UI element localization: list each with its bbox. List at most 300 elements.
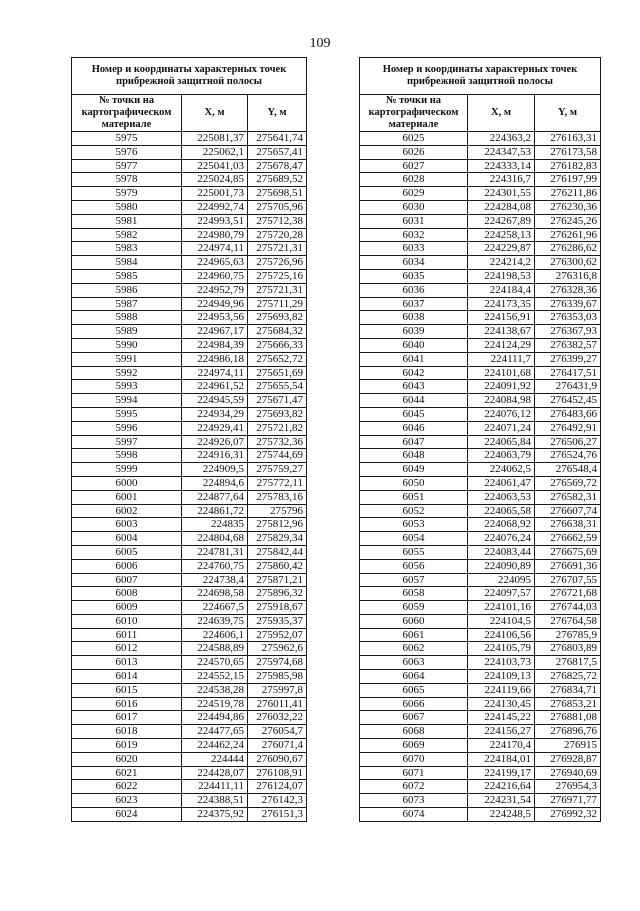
page-number: 109 bbox=[309, 36, 331, 51]
x-coordinate-cell: 224960,75 bbox=[182, 269, 248, 283]
x-coordinate-cell: 224538,28 bbox=[182, 683, 248, 697]
y-coordinate-cell: 276569,72 bbox=[535, 476, 601, 490]
x-coordinate-cell: 224835 bbox=[182, 518, 248, 532]
x-coordinate-cell: 224091,92 bbox=[468, 380, 535, 394]
point-number-cell: 5979 bbox=[72, 187, 182, 201]
y-coordinate-cell: 275651,69 bbox=[248, 366, 307, 380]
y-coordinate-cell: 275711,29 bbox=[248, 297, 307, 311]
y-coordinate-cell: 276108,91 bbox=[248, 766, 307, 780]
x-coordinate-cell: 224138,67 bbox=[468, 325, 535, 339]
x-coordinate-cell: 224097,57 bbox=[468, 587, 535, 601]
y-coordinate-cell: 276825,72 bbox=[535, 670, 601, 684]
point-number-cell: 6030 bbox=[360, 200, 468, 214]
y-coordinate-cell: 276197,99 bbox=[535, 173, 601, 187]
y-coordinate-cell: 276492,91 bbox=[535, 421, 601, 435]
point-number-cell: 6043 bbox=[360, 380, 468, 394]
point-number-cell: 6016 bbox=[72, 697, 182, 711]
table-row bbox=[72, 200, 307, 214]
x-coordinate-cell: 224916,31 bbox=[182, 449, 248, 463]
y-coordinate-cell: 276707,55 bbox=[535, 573, 601, 587]
x-coordinate-cell: 224231,54 bbox=[468, 794, 535, 808]
y-coordinate-cell: 275693,82 bbox=[248, 407, 307, 421]
table-row bbox=[72, 159, 307, 173]
y-coordinate-cell: 275721,31 bbox=[248, 283, 307, 297]
point-number-cell: 6048 bbox=[360, 449, 468, 463]
table-row bbox=[72, 283, 307, 297]
point-number-cell: 6007 bbox=[72, 573, 182, 587]
point-number-cell: 6029 bbox=[360, 187, 468, 201]
y-coordinate-cell: 275712,38 bbox=[248, 214, 307, 228]
table-row bbox=[72, 614, 307, 628]
x-coordinate-cell: 224076,24 bbox=[468, 532, 535, 546]
table-row bbox=[360, 159, 601, 173]
x-coordinate-cell: 224105,79 bbox=[468, 642, 535, 656]
x-coordinate-cell: 224953,56 bbox=[182, 311, 248, 325]
x-coordinate-cell: 224804,68 bbox=[182, 532, 248, 546]
table-row bbox=[360, 642, 601, 656]
table-row bbox=[360, 739, 601, 753]
x-coordinate-cell: 224877,64 bbox=[182, 490, 248, 504]
x-coordinate-cell: 224949,96 bbox=[182, 297, 248, 311]
point-number-cell: 6010 bbox=[72, 614, 182, 628]
point-number-cell: 6044 bbox=[360, 394, 468, 408]
x-coordinate-cell: 224993,51 bbox=[182, 214, 248, 228]
x-coordinate-cell: 224076,12 bbox=[468, 407, 535, 421]
point-number-cell: 6034 bbox=[360, 256, 468, 270]
x-coordinate-cell: 224428,07 bbox=[182, 766, 248, 780]
x-coordinate-cell: 224462,24 bbox=[182, 739, 248, 753]
y-coordinate-cell: 275997,8 bbox=[248, 683, 307, 697]
x-coordinate-cell: 224388,51 bbox=[182, 794, 248, 808]
x-coordinate-cell: 224267,89 bbox=[468, 214, 535, 228]
point-number-cell: 6017 bbox=[72, 711, 182, 725]
y-coordinate-cell: 275829,34 bbox=[248, 532, 307, 546]
point-number-cell: 6018 bbox=[72, 725, 182, 739]
column-header-x: X, м bbox=[182, 95, 248, 132]
table-row bbox=[72, 242, 307, 256]
table-row bbox=[360, 670, 601, 684]
point-number-cell: 6069 bbox=[360, 739, 468, 753]
table-row bbox=[360, 283, 601, 297]
point-number-cell: 5997 bbox=[72, 435, 182, 449]
column-header-point-number: № точки на картографическом материале bbox=[360, 95, 468, 132]
y-coordinate-cell: 276881,08 bbox=[535, 711, 601, 725]
point-number-cell: 5975 bbox=[72, 132, 182, 146]
y-coordinate-cell: 276163,31 bbox=[535, 132, 601, 146]
point-number-cell: 6037 bbox=[360, 297, 468, 311]
x-coordinate-cell: 224103,73 bbox=[468, 656, 535, 670]
point-number-cell: 6002 bbox=[72, 504, 182, 518]
point-number-cell: 5990 bbox=[72, 338, 182, 352]
table-row bbox=[72, 145, 307, 159]
y-coordinate-cell: 276691,36 bbox=[535, 559, 601, 573]
table-row bbox=[360, 242, 601, 256]
table-row bbox=[72, 601, 307, 615]
x-coordinate-cell: 224258,13 bbox=[468, 228, 535, 242]
point-number-cell: 6020 bbox=[72, 752, 182, 766]
table-row bbox=[72, 269, 307, 283]
x-coordinate-cell: 224065,84 bbox=[468, 435, 535, 449]
x-coordinate-cell: 224861,72 bbox=[182, 504, 248, 518]
y-coordinate-cell: 275721,82 bbox=[248, 421, 307, 435]
x-coordinate-cell: 224986,18 bbox=[182, 352, 248, 366]
table-row bbox=[360, 476, 601, 490]
table-row bbox=[360, 311, 601, 325]
y-coordinate-cell: 276817,5 bbox=[535, 656, 601, 670]
x-coordinate-cell: 224109,13 bbox=[468, 670, 535, 684]
table-row bbox=[72, 256, 307, 270]
y-coordinate-cell: 276328,36 bbox=[535, 283, 601, 297]
table-row bbox=[360, 504, 601, 518]
y-coordinate-cell: 276011,41 bbox=[248, 697, 307, 711]
y-coordinate-cell: 275974,68 bbox=[248, 656, 307, 670]
y-coordinate-cell: 275860,42 bbox=[248, 559, 307, 573]
y-coordinate-cell: 276785,9 bbox=[535, 628, 601, 642]
table-row bbox=[72, 711, 307, 725]
x-coordinate-cell: 224333,14 bbox=[468, 159, 535, 173]
y-coordinate-cell: 276721,68 bbox=[535, 587, 601, 601]
table-row bbox=[360, 808, 601, 822]
point-number-cell: 6050 bbox=[360, 476, 468, 490]
table-row bbox=[72, 794, 307, 808]
y-coordinate-cell: 275652,72 bbox=[248, 352, 307, 366]
x-coordinate-cell: 224961,52 bbox=[182, 380, 248, 394]
table-row bbox=[360, 366, 601, 380]
y-coordinate-cell: 275655,54 bbox=[248, 380, 307, 394]
x-coordinate-cell: 224101,16 bbox=[468, 601, 535, 615]
x-coordinate-cell: 224411,11 bbox=[182, 780, 248, 794]
point-number-cell: 6021 bbox=[72, 766, 182, 780]
y-coordinate-cell: 275783,16 bbox=[248, 490, 307, 504]
x-coordinate-cell: 224198,53 bbox=[468, 269, 535, 283]
table-row bbox=[360, 352, 601, 366]
point-number-cell: 6054 bbox=[360, 532, 468, 546]
x-coordinate-cell: 224104,5 bbox=[468, 614, 535, 628]
x-coordinate-cell: 224063,79 bbox=[468, 449, 535, 463]
point-number-cell: 5981 bbox=[72, 214, 182, 228]
x-coordinate-cell: 224952,79 bbox=[182, 283, 248, 297]
table-row bbox=[360, 394, 601, 408]
point-number-cell: 6055 bbox=[360, 545, 468, 559]
x-coordinate-cell: 224894,6 bbox=[182, 476, 248, 490]
point-number-cell: 6005 bbox=[72, 545, 182, 559]
y-coordinate-cell: 276607,74 bbox=[535, 504, 601, 518]
x-coordinate-cell: 224062,5 bbox=[468, 463, 535, 477]
table-row bbox=[360, 780, 601, 794]
y-coordinate-cell: 275666,33 bbox=[248, 338, 307, 352]
y-coordinate-cell: 276367,93 bbox=[535, 325, 601, 339]
table-row bbox=[360, 559, 601, 573]
y-coordinate-cell: 276971,77 bbox=[535, 794, 601, 808]
table-row bbox=[72, 228, 307, 242]
table-title: Номер и координаты характерных точек прибрежной защитной полосы bbox=[72, 58, 307, 95]
point-number-cell: 6073 bbox=[360, 794, 468, 808]
table-row bbox=[360, 518, 601, 532]
point-number-cell: 6028 bbox=[360, 173, 468, 187]
y-coordinate-cell: 275935,37 bbox=[248, 614, 307, 628]
y-coordinate-cell: 275693,82 bbox=[248, 311, 307, 325]
y-coordinate-cell: 276339,67 bbox=[535, 297, 601, 311]
x-coordinate-cell: 224071,24 bbox=[468, 421, 535, 435]
point-number-cell: 6026 bbox=[360, 145, 468, 159]
table-row bbox=[360, 656, 601, 670]
x-coordinate-cell: 225081,37 bbox=[182, 132, 248, 146]
point-number-cell: 6001 bbox=[72, 490, 182, 504]
y-coordinate-cell: 275896,32 bbox=[248, 587, 307, 601]
table-row bbox=[360, 587, 601, 601]
point-number-cell: 6056 bbox=[360, 559, 468, 573]
y-coordinate-cell: 276803,89 bbox=[535, 642, 601, 656]
table-row bbox=[360, 435, 601, 449]
coordinates-table-right bbox=[359, 57, 601, 822]
table-row bbox=[360, 711, 601, 725]
point-number-cell: 6066 bbox=[360, 697, 468, 711]
table-row bbox=[72, 587, 307, 601]
y-coordinate-cell: 276316,8 bbox=[535, 269, 601, 283]
point-number-cell: 6071 bbox=[360, 766, 468, 780]
y-coordinate-cell: 276230,36 bbox=[535, 200, 601, 214]
point-number-cell: 6032 bbox=[360, 228, 468, 242]
y-coordinate-cell: 275721,31 bbox=[248, 242, 307, 256]
x-coordinate-cell: 224974,11 bbox=[182, 366, 248, 380]
table-row bbox=[72, 187, 307, 201]
x-coordinate-cell: 225024,85 bbox=[182, 173, 248, 187]
y-coordinate-cell: 275671,47 bbox=[248, 394, 307, 408]
point-number-cell: 6065 bbox=[360, 683, 468, 697]
x-coordinate-cell: 224519,78 bbox=[182, 697, 248, 711]
table-row bbox=[72, 352, 307, 366]
table-row bbox=[360, 628, 601, 642]
x-coordinate-cell: 224145,22 bbox=[468, 711, 535, 725]
point-number-cell: 6008 bbox=[72, 587, 182, 601]
point-number-cell: 5994 bbox=[72, 394, 182, 408]
x-coordinate-cell: 225001,73 bbox=[182, 187, 248, 201]
point-number-cell: 6040 bbox=[360, 338, 468, 352]
point-number-cell: 6059 bbox=[360, 601, 468, 615]
y-coordinate-cell: 276382,57 bbox=[535, 338, 601, 352]
y-coordinate-cell: 275796 bbox=[248, 504, 307, 518]
table-row bbox=[72, 683, 307, 697]
x-coordinate-cell: 224698,58 bbox=[182, 587, 248, 601]
x-coordinate-cell: 224106,56 bbox=[468, 628, 535, 642]
x-coordinate-cell: 224984,39 bbox=[182, 338, 248, 352]
x-coordinate-cell: 224090,89 bbox=[468, 559, 535, 573]
point-number-cell: 6009 bbox=[72, 601, 182, 615]
point-number-cell: 6072 bbox=[360, 780, 468, 794]
point-number-cell: 6049 bbox=[360, 463, 468, 477]
table-row bbox=[72, 173, 307, 187]
point-number-cell: 6041 bbox=[360, 352, 468, 366]
y-coordinate-cell: 276286,62 bbox=[535, 242, 601, 256]
x-coordinate-cell: 224184,01 bbox=[468, 752, 535, 766]
y-coordinate-cell: 276853,21 bbox=[535, 697, 601, 711]
point-number-cell: 5980 bbox=[72, 200, 182, 214]
table-row bbox=[360, 725, 601, 739]
x-coordinate-cell: 224444 bbox=[182, 752, 248, 766]
table-row bbox=[72, 476, 307, 490]
y-coordinate-cell: 276300,62 bbox=[535, 256, 601, 270]
point-number-cell: 5995 bbox=[72, 407, 182, 421]
point-number-cell: 6051 bbox=[360, 490, 468, 504]
y-coordinate-cell: 276744,03 bbox=[535, 601, 601, 615]
y-coordinate-cell: 275732,36 bbox=[248, 435, 307, 449]
x-coordinate-cell: 224494,86 bbox=[182, 711, 248, 725]
y-coordinate-cell: 276032,22 bbox=[248, 711, 307, 725]
table-title: Номер и координаты характерных точек прибрежной защитной полосы bbox=[360, 58, 601, 95]
table-row bbox=[72, 573, 307, 587]
point-number-cell: 6035 bbox=[360, 269, 468, 283]
table-row bbox=[360, 421, 601, 435]
x-coordinate-cell: 224965,63 bbox=[182, 256, 248, 270]
point-number-cell: 5977 bbox=[72, 159, 182, 173]
table-row bbox=[72, 628, 307, 642]
point-number-cell: 6058 bbox=[360, 587, 468, 601]
x-coordinate-cell: 224375,92 bbox=[182, 808, 248, 822]
x-coordinate-cell: 224606,1 bbox=[182, 628, 248, 642]
x-coordinate-cell: 224967,17 bbox=[182, 325, 248, 339]
table-row bbox=[360, 601, 601, 615]
x-coordinate-cell: 225041,03 bbox=[182, 159, 248, 173]
x-coordinate-cell: 224124,29 bbox=[468, 338, 535, 352]
point-number-cell: 6027 bbox=[360, 159, 468, 173]
y-coordinate-cell: 276182,83 bbox=[535, 159, 601, 173]
table-row bbox=[72, 380, 307, 394]
y-coordinate-cell: 275962,6 bbox=[248, 642, 307, 656]
x-coordinate-cell: 224926,07 bbox=[182, 435, 248, 449]
y-coordinate-cell: 275684,32 bbox=[248, 325, 307, 339]
point-number-cell: 6042 bbox=[360, 366, 468, 380]
y-coordinate-cell: 276506,27 bbox=[535, 435, 601, 449]
point-number-cell: 5998 bbox=[72, 449, 182, 463]
y-coordinate-cell: 276245,26 bbox=[535, 214, 601, 228]
y-coordinate-cell: 275842,44 bbox=[248, 545, 307, 559]
x-coordinate-cell: 224934,29 bbox=[182, 407, 248, 421]
y-coordinate-cell: 275725,16 bbox=[248, 269, 307, 283]
table-row bbox=[360, 173, 601, 187]
table-row bbox=[72, 656, 307, 670]
table-row bbox=[360, 145, 601, 159]
point-number-cell: 6033 bbox=[360, 242, 468, 256]
x-coordinate-cell: 224929,41 bbox=[182, 421, 248, 435]
point-number-cell: 6074 bbox=[360, 808, 468, 822]
table-row bbox=[72, 394, 307, 408]
point-number-cell: 6023 bbox=[72, 794, 182, 808]
x-coordinate-cell: 224945,59 bbox=[182, 394, 248, 408]
table-row bbox=[72, 435, 307, 449]
x-coordinate-cell: 224760,75 bbox=[182, 559, 248, 573]
table-row bbox=[360, 187, 601, 201]
x-coordinate-cell: 224570,65 bbox=[182, 656, 248, 670]
y-coordinate-cell: 275641,74 bbox=[248, 132, 307, 146]
y-coordinate-cell: 276954,3 bbox=[535, 780, 601, 794]
table-row bbox=[72, 407, 307, 421]
y-coordinate-cell: 275698,51 bbox=[248, 187, 307, 201]
table-row bbox=[360, 407, 601, 421]
point-number-cell: 6025 bbox=[360, 132, 468, 146]
point-number-cell: 6024 bbox=[72, 808, 182, 822]
x-coordinate-cell: 224284,08 bbox=[468, 200, 535, 214]
point-number-cell: 6062 bbox=[360, 642, 468, 656]
y-coordinate-cell: 276142,3 bbox=[248, 794, 307, 808]
point-number-cell: 6045 bbox=[360, 407, 468, 421]
x-coordinate-cell: 224477,65 bbox=[182, 725, 248, 739]
point-number-cell: 6019 bbox=[72, 739, 182, 753]
table-row bbox=[360, 463, 601, 477]
table-row bbox=[72, 697, 307, 711]
x-coordinate-cell: 224111,7 bbox=[468, 352, 535, 366]
table-row bbox=[360, 132, 601, 146]
x-coordinate-cell: 224588,89 bbox=[182, 642, 248, 656]
point-number-cell: 5989 bbox=[72, 325, 182, 339]
table-row bbox=[360, 338, 601, 352]
y-coordinate-cell: 276211,86 bbox=[535, 187, 601, 201]
point-number-cell: 6003 bbox=[72, 518, 182, 532]
x-coordinate-cell: 224347,53 bbox=[468, 145, 535, 159]
x-coordinate-cell: 224909,5 bbox=[182, 463, 248, 477]
point-number-cell: 6047 bbox=[360, 435, 468, 449]
point-number-cell: 5984 bbox=[72, 256, 182, 270]
x-coordinate-cell: 224980,79 bbox=[182, 228, 248, 242]
table-row bbox=[72, 338, 307, 352]
y-coordinate-cell: 276483,66 bbox=[535, 407, 601, 421]
point-number-cell: 6052 bbox=[360, 504, 468, 518]
table-row bbox=[72, 132, 307, 146]
point-number-cell: 5992 bbox=[72, 366, 182, 380]
point-number-cell: 6011 bbox=[72, 628, 182, 642]
table-row bbox=[360, 683, 601, 697]
x-coordinate-cell: 224667,5 bbox=[182, 601, 248, 615]
point-number-cell: 5986 bbox=[72, 283, 182, 297]
point-number-cell: 6064 bbox=[360, 670, 468, 684]
x-coordinate-cell: 224216,64 bbox=[468, 780, 535, 794]
point-number-cell: 6061 bbox=[360, 628, 468, 642]
table-row bbox=[72, 366, 307, 380]
point-number-cell: 5999 bbox=[72, 463, 182, 477]
point-number-cell: 6006 bbox=[72, 559, 182, 573]
point-number-cell: 6015 bbox=[72, 683, 182, 697]
x-coordinate-cell: 224065,58 bbox=[468, 504, 535, 518]
point-number-cell: 5991 bbox=[72, 352, 182, 366]
y-coordinate-cell: 275812,96 bbox=[248, 518, 307, 532]
x-coordinate-cell: 224130,45 bbox=[468, 697, 535, 711]
table-row bbox=[360, 532, 601, 546]
table-row bbox=[360, 752, 601, 766]
point-number-cell: 6068 bbox=[360, 725, 468, 739]
column-header-point-number: № точки на картографическом материале bbox=[72, 95, 182, 132]
x-coordinate-cell: 224639,75 bbox=[182, 614, 248, 628]
table-row bbox=[360, 766, 601, 780]
y-coordinate-cell: 276992,32 bbox=[535, 808, 601, 822]
point-number-cell: 6036 bbox=[360, 283, 468, 297]
point-number-cell: 6022 bbox=[72, 780, 182, 794]
table-row bbox=[360, 490, 601, 504]
y-coordinate-cell: 276834,71 bbox=[535, 683, 601, 697]
table-row bbox=[72, 739, 307, 753]
table-row bbox=[360, 697, 601, 711]
y-coordinate-cell: 276764,58 bbox=[535, 614, 601, 628]
point-number-cell: 5987 bbox=[72, 297, 182, 311]
x-coordinate-cell: 224992,74 bbox=[182, 200, 248, 214]
point-number-cell: 6057 bbox=[360, 573, 468, 587]
table-row bbox=[72, 421, 307, 435]
x-coordinate-cell: 224156,27 bbox=[468, 725, 535, 739]
y-coordinate-cell: 276548,4 bbox=[535, 463, 601, 477]
x-coordinate-cell: 224301,55 bbox=[468, 187, 535, 201]
x-coordinate-cell: 224173,35 bbox=[468, 297, 535, 311]
point-number-cell: 6039 bbox=[360, 325, 468, 339]
table-row bbox=[72, 808, 307, 822]
x-coordinate-cell: 224214,2 bbox=[468, 256, 535, 270]
